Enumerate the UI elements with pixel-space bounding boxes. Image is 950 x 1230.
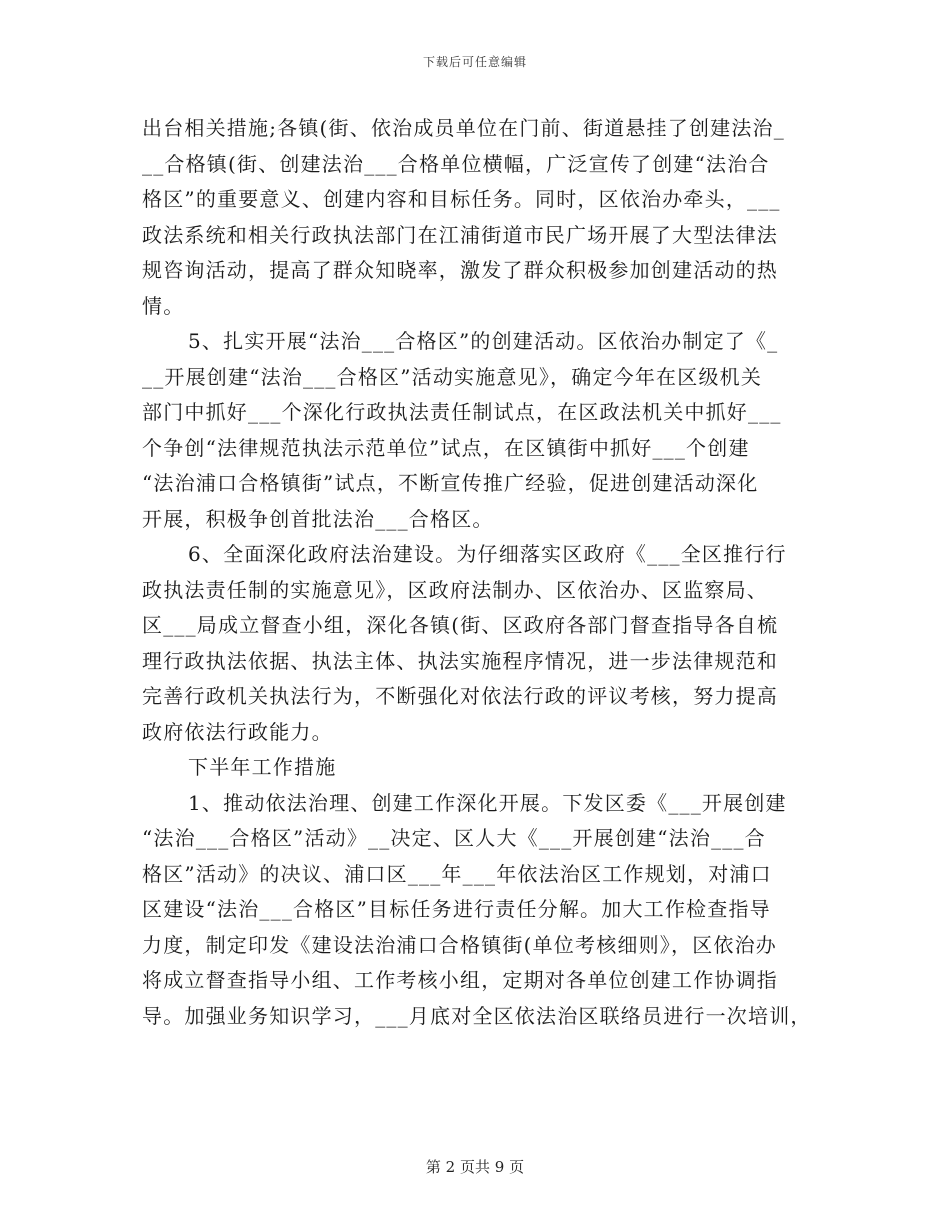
text-line: 力度，制定印发《建设法治浦口合格镇街(单位考核细则》，区依治办 <box>142 932 778 957</box>
page-header: 下载后可任意编辑 <box>422 55 527 69</box>
text-line: 格区”活动》的决议、浦口区___年___年依法治区工作规划，对浦口 <box>142 861 772 886</box>
text-line: 区建设“法治___合格区”目标任务进行责任分解。加大工作检查指导 <box>142 897 771 921</box>
page-number-footer: 第 2 页共 9 页 <box>425 1158 525 1176</box>
text-line: __合格镇(街、创建法治___合格单位横幅，广泛宣传了创建“法治合 <box>142 151 770 176</box>
text-line: 部门中抓好___个深化行政执法责任制试点，在区政法机关中抓好___ <box>142 400 782 424</box>
document-body <box>142 111 818 1034</box>
text-line: 理行政执法依据、执法主体、执法实施程序情况，进一步法律规范和 <box>142 648 778 673</box>
text-line: “法治浦口合格镇街”试点，不断宣传推广经验，促进创建活动深化 <box>142 471 759 495</box>
text-line: 格区”的重要意义、创建内容和目标任务。同时，区依治办牵头，___ <box>142 187 781 211</box>
text-line: 个争创“法律规范执法示范单位”试点，在区镇街中抓好___个创建 <box>142 435 750 460</box>
text-line: 将成立督查指导小组、工作考核小组，定期对各单位创建工作协调指 <box>142 968 778 992</box>
text-line: 区___局成立督查小组，深化各镇(街、区政府各部门督查指导各自梳 <box>142 613 779 637</box>
text-line: __开展创建“法治___合格区”活动实施意见》，确定今年在区级机关 <box>142 364 763 389</box>
text-line: 下半年工作措施 <box>188 755 337 779</box>
text-line: 1、推动依法治理、创建工作深化开展。下发区委《___开展创建 <box>188 790 787 815</box>
text-line: 规咨询活动，提高了群众知晓率，激发了群众积极参加创建活动的热 <box>142 258 778 282</box>
text-line: 5、扎实开展“法治___合格区”的创建活动。区依治办制定了《_ <box>188 329 779 353</box>
text-line: 政法系统和相关行政执法部门在江浦街道市民广场开展了大型法律法 <box>142 222 778 247</box>
text-line: 完善行政机关执法行为，不断强化对依法行政的评议考核，努力提高 <box>142 684 778 708</box>
text-line: 出台相关措施;各镇(街、依治成员单位在门前、街道悬挂了创建法治_ <box>142 116 785 140</box>
text-line: 6、全面深化政府法治建设。为仔细落实区政府《___全区推行行 <box>188 542 787 566</box>
text-line: 情。 <box>142 293 185 318</box>
text-line: “法治___合格区”活动》__决定、区人大《___开展创建“法治___合 <box>142 826 766 850</box>
text-line: 开展，积极争创首批法治___合格区。 <box>142 506 494 531</box>
text-line: 导。加强业务知识学习，___月底对全区依法治区联络员进行一次培训， <box>142 1003 812 1028</box>
text-line: 政执法责任制的实施意见》，区政府法制办、区依治办、区监察局、 <box>142 577 768 602</box>
text-line: 政府依法行政能力。 <box>142 719 333 744</box>
